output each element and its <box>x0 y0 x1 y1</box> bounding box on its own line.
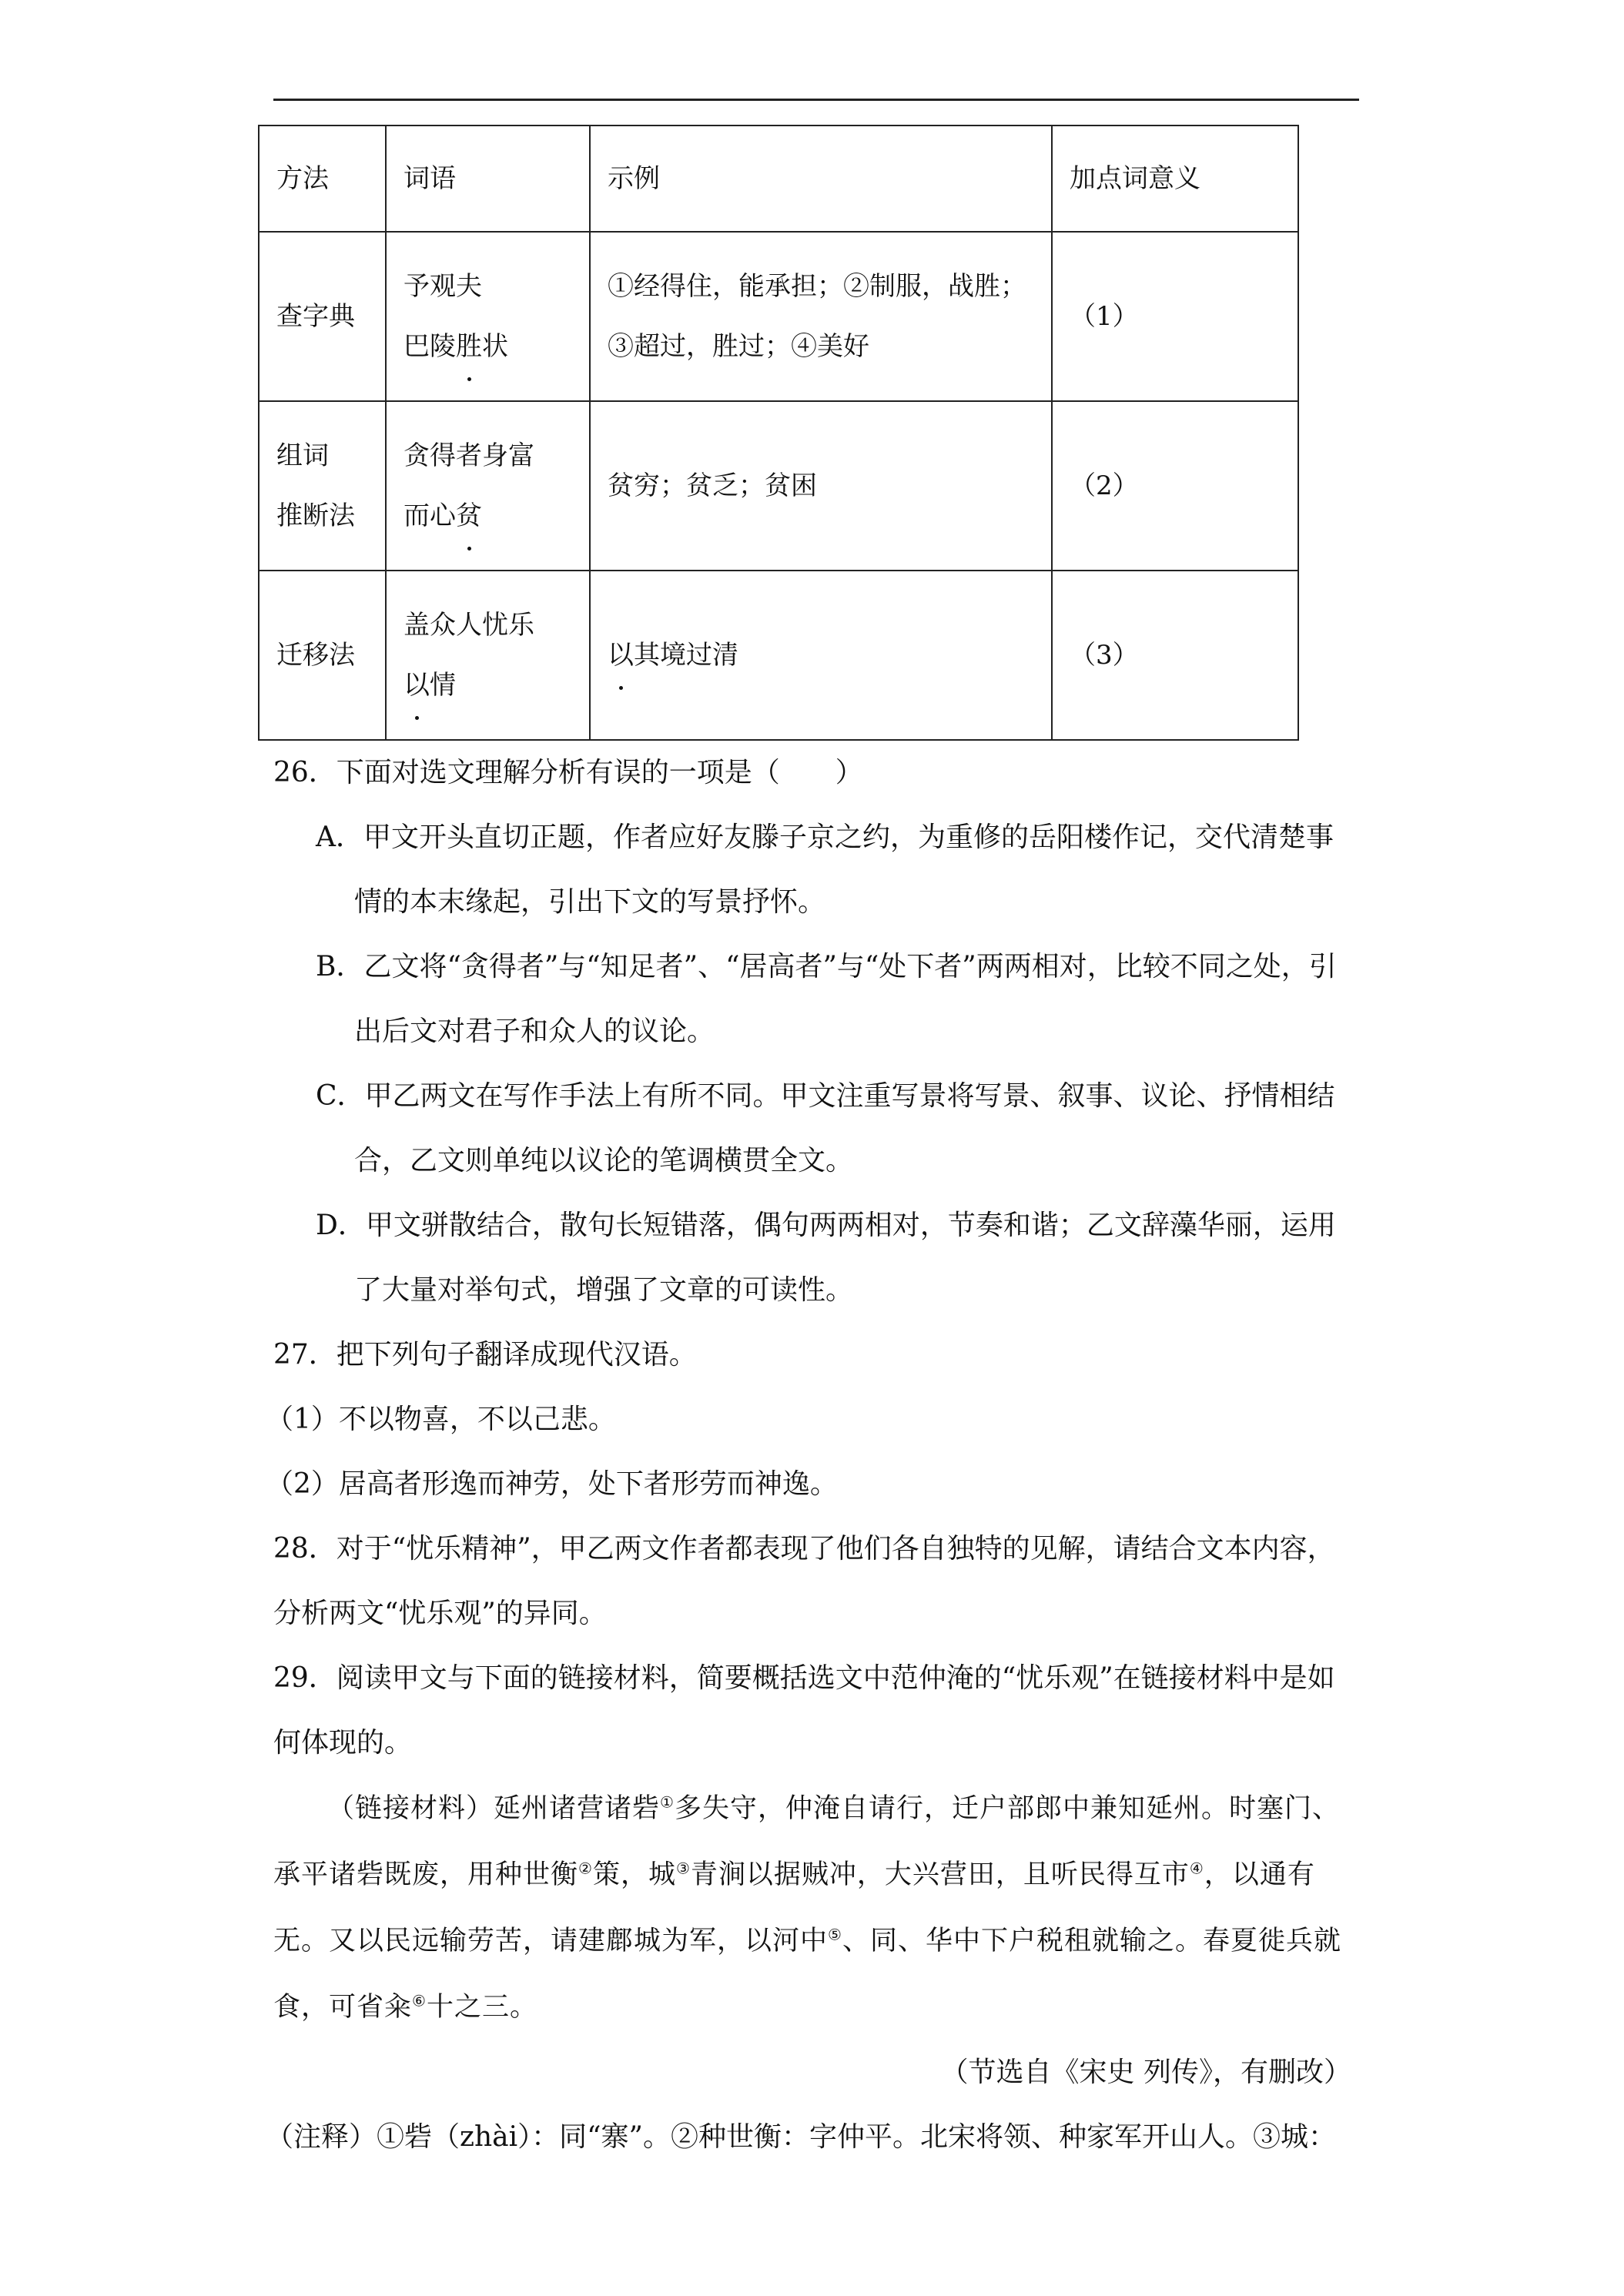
example-cell <box>590 571 1052 740</box>
table-row <box>259 401 1298 571</box>
header-method: 方法 <box>259 126 386 232</box>
example-text: 其境过清 <box>634 640 738 671</box>
footnote-mark: ③ <box>675 1859 691 1878</box>
methods-table <box>258 125 1299 741</box>
method-line: 组词 <box>276 440 329 471</box>
option-c: C．甲乙两文在写作手法上有所不同。甲文注重写景将写景、叙事、议论、抒情相结合，乙文则单纯以议论的笔调横贯全文。 <box>316 1080 1335 1176</box>
question-29-stem: 29．阅读甲文与下面的链接材料，简要概括选文中范仲淹的“忧乐观”在链接材料中是如何体现的。 <box>273 1662 1335 1759</box>
phrase-text: 巴陵 <box>403 331 456 362</box>
question-27-sentence-2: （2）居高者形逸而神劳，处下者形劳而神逸。 <box>266 1468 838 1500</box>
material-text: 多失守，仲淹自请行，迁户部郎中兼知延州。时塞门、承平诸砦既废，用种世衡 <box>273 1793 1340 1890</box>
method-line: 推断法 <box>276 500 355 531</box>
dotted-word: 贫 <box>456 486 482 546</box>
table-row <box>259 232 1298 401</box>
header-phrase: 词语 <box>386 126 590 232</box>
questions <box>266 741 1359 2170</box>
dotted-word: 胜 <box>456 316 482 377</box>
option-d: D．甲文骈散结合，散句长短错落，偶句两两相对，节奏和谐；乙文辞藻华丽，运用了大量对举句式，增强了文章的可读性。 <box>316 1210 1336 1306</box>
option-b: B．乙文将“贪得者”与“知足者”、“居高者”与“处下者”两两相对，比较不同之处，引出后文对君子和众人的议论。 <box>316 951 1337 1047</box>
link-material <box>273 1776 1359 2040</box>
material-text: 、同、华中下户税租就输之。春夏徙兵就食，可省籴 <box>273 1926 1341 2023</box>
phrase-cell <box>386 571 590 740</box>
footnote-mark: ⑤ <box>828 1925 842 1944</box>
example-cell: 贫穷；贫乏；贫困 <box>590 401 1052 571</box>
phrase-text: 状 <box>482 331 508 362</box>
phrase-cell <box>386 401 590 571</box>
material-text: ，以通有无。又以民远输劳苦，请建鄜城为军，以河中 <box>273 1859 1315 1956</box>
dotted-word: 以 <box>403 655 430 715</box>
method-cell <box>259 401 386 571</box>
header-example: 示例 <box>590 126 1052 232</box>
annotation: （注释）①砦（zhài）：同“寨”。②种世衡：字仲平。北宋将领、种家军开山人。③城： <box>266 2121 1336 2153</box>
phrase-line <box>403 486 572 546</box>
answer-cell: （2） <box>1052 401 1298 571</box>
phrase-line <box>403 655 572 715</box>
material-text: 策，城 <box>592 1859 676 1890</box>
method-cell: 迁移法 <box>259 571 386 740</box>
phrase-cell <box>386 232 590 401</box>
table-header-row <box>259 126 1298 232</box>
material-source: （节选自《宋史 列传》，有删改） <box>940 2057 1351 2088</box>
option-a: A．甲文开头直切正题，作者应好友滕子京之约，为重修的岳阳楼作记，交代清楚事情的本末缘起，引出下文的写景抒怀。 <box>316 822 1334 918</box>
method-cell: 查字典 <box>259 232 386 401</box>
header-meaning: 加点词意义 <box>1052 126 1298 232</box>
example-cell: ①经得住，能承担；②制服，战胜；③超过，胜过；④美好 <box>590 232 1052 401</box>
answer-cell: （3） <box>1052 571 1298 740</box>
header-rule <box>273 99 1359 101</box>
footnote-mark: ④ <box>1189 1859 1204 1878</box>
question-27-stem: 27．把下列句子翻译成现代汉语。 <box>273 1339 697 1371</box>
phrase-line <box>403 316 572 377</box>
material-text: 青涧以据贼冲，大兴营田，且听民得互市 <box>690 1859 1190 1890</box>
phrase-text: 而心 <box>403 500 456 531</box>
footnote-mark: ① <box>660 1792 675 1812</box>
phrase-line: 予观夫 <box>403 271 482 302</box>
phrase-text: 情 <box>430 670 456 701</box>
footnote-mark: ② <box>578 1859 593 1878</box>
phrase-line: 贪得者身富 <box>403 440 534 471</box>
question-26-stem: 26．下面对选文理解分析有误的一项是（ ） <box>273 757 863 788</box>
material-text: （链接材料）延州诸营诸砦 <box>327 1793 661 1824</box>
dotted-word: 以 <box>608 625 634 685</box>
material-text: 十之三。 <box>426 1992 537 2023</box>
answer-cell: （1） <box>1052 232 1298 401</box>
footnote-mark: ⑥ <box>412 1991 427 2010</box>
question-27-sentence-1: （1）不以物喜，不以己悲。 <box>266 1404 616 1435</box>
question-28-stem: 28．对于“忧乐精神”，甲乙两文作者都表现了他们各自独特的见解，请结合文本内容，分析两文“忧乐观”的异同。 <box>273 1533 1335 1629</box>
phrase-line: 盖众人忧乐 <box>403 610 534 641</box>
table-row <box>259 571 1298 740</box>
